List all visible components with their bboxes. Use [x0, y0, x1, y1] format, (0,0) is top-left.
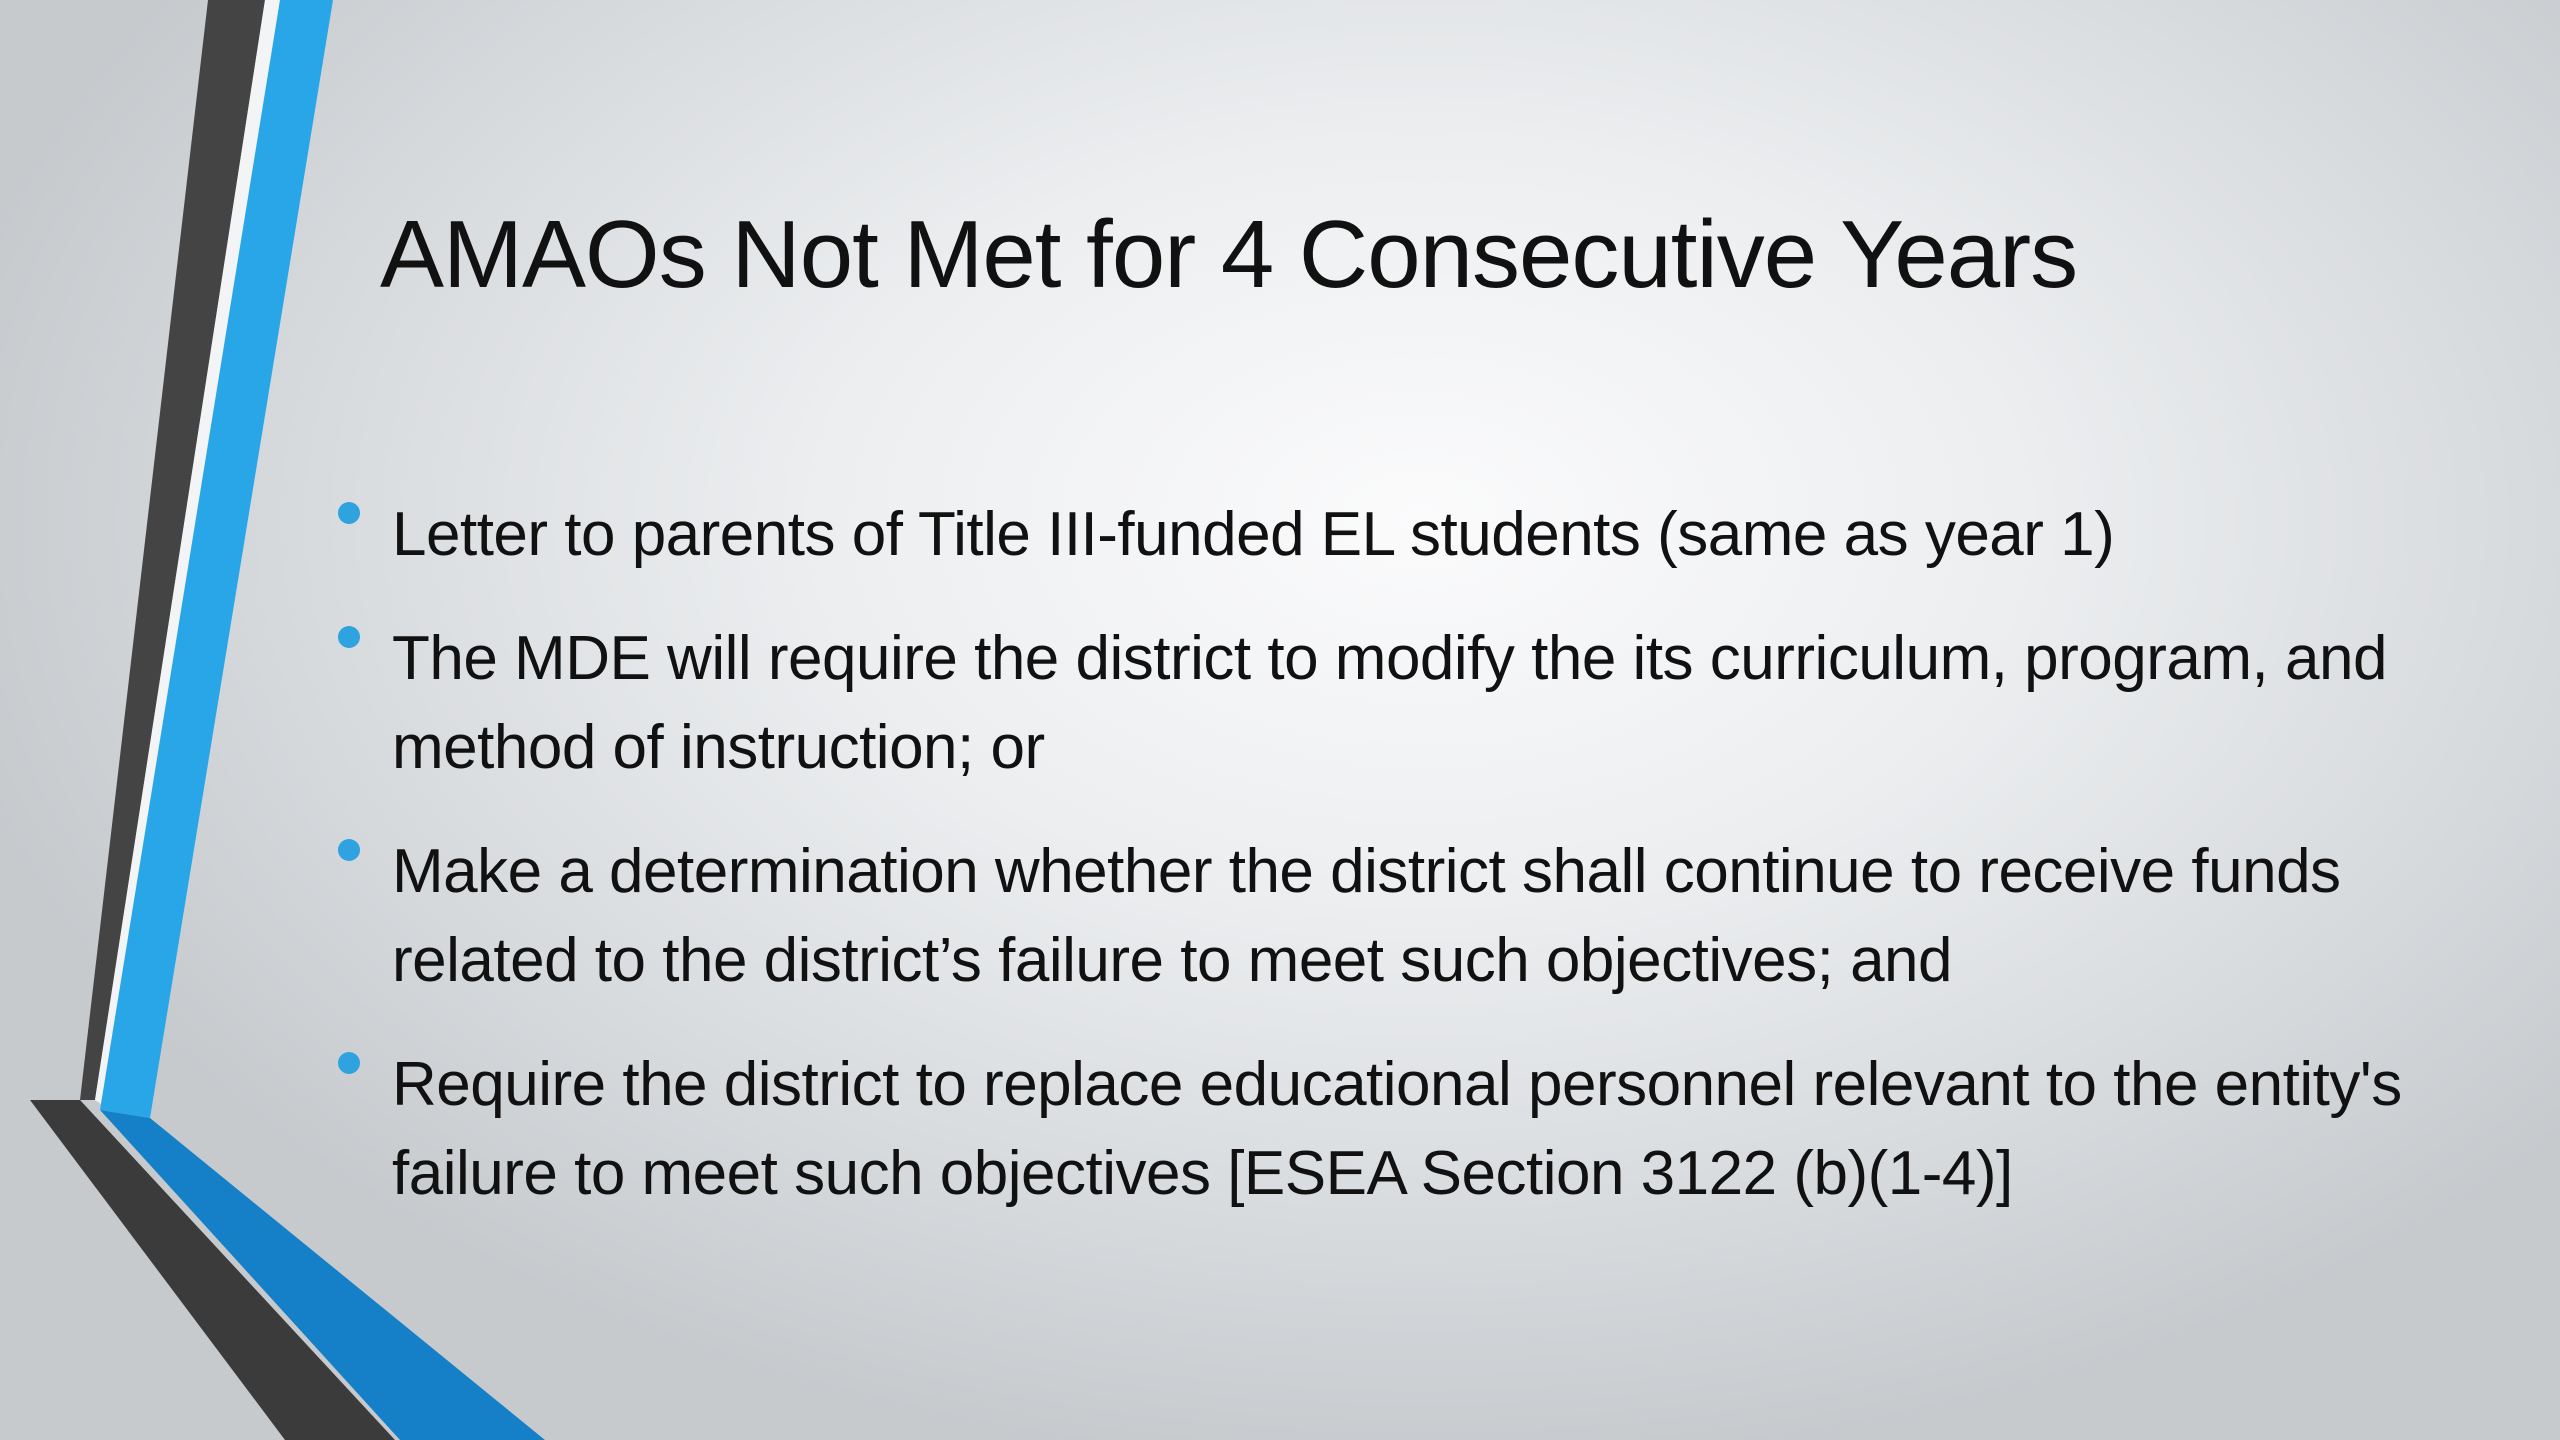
bullet-item-4 [330, 1040, 2500, 1218]
slide-title: AMAOs Not Met for 4 Consecutive Years [380, 201, 2078, 308]
bullet-item-1 [330, 490, 2500, 579]
bullet-dot-icon [338, 1052, 360, 1074]
bullet-item-3 [330, 827, 2500, 1005]
bullet-dot-icon [338, 839, 360, 861]
white-gap-stripe [95, 0, 280, 1110]
bullet-item-2 [330, 614, 2500, 792]
bullet-text: Make a determination whether the district shall continue to receive funds related to the district’s failure to meet such objectives; and [392, 837, 2341, 995]
bullet-text: Letter to parents of Title III-funded EL students (same as year 1) [392, 500, 2115, 569]
bullet-text: The MDE will require the district to modify the its curriculum, program, and method of instruction; or [392, 624, 2387, 782]
bullet-dot-icon [338, 626, 360, 648]
bullet-text: Require the district to replace educational personnel relevant to the entity's failure to meet such objectives [ESEA Section 3122 (b)(1-4)] [392, 1050, 2402, 1208]
bullet-list [330, 490, 2500, 1253]
bullet-dot-icon [338, 502, 360, 524]
